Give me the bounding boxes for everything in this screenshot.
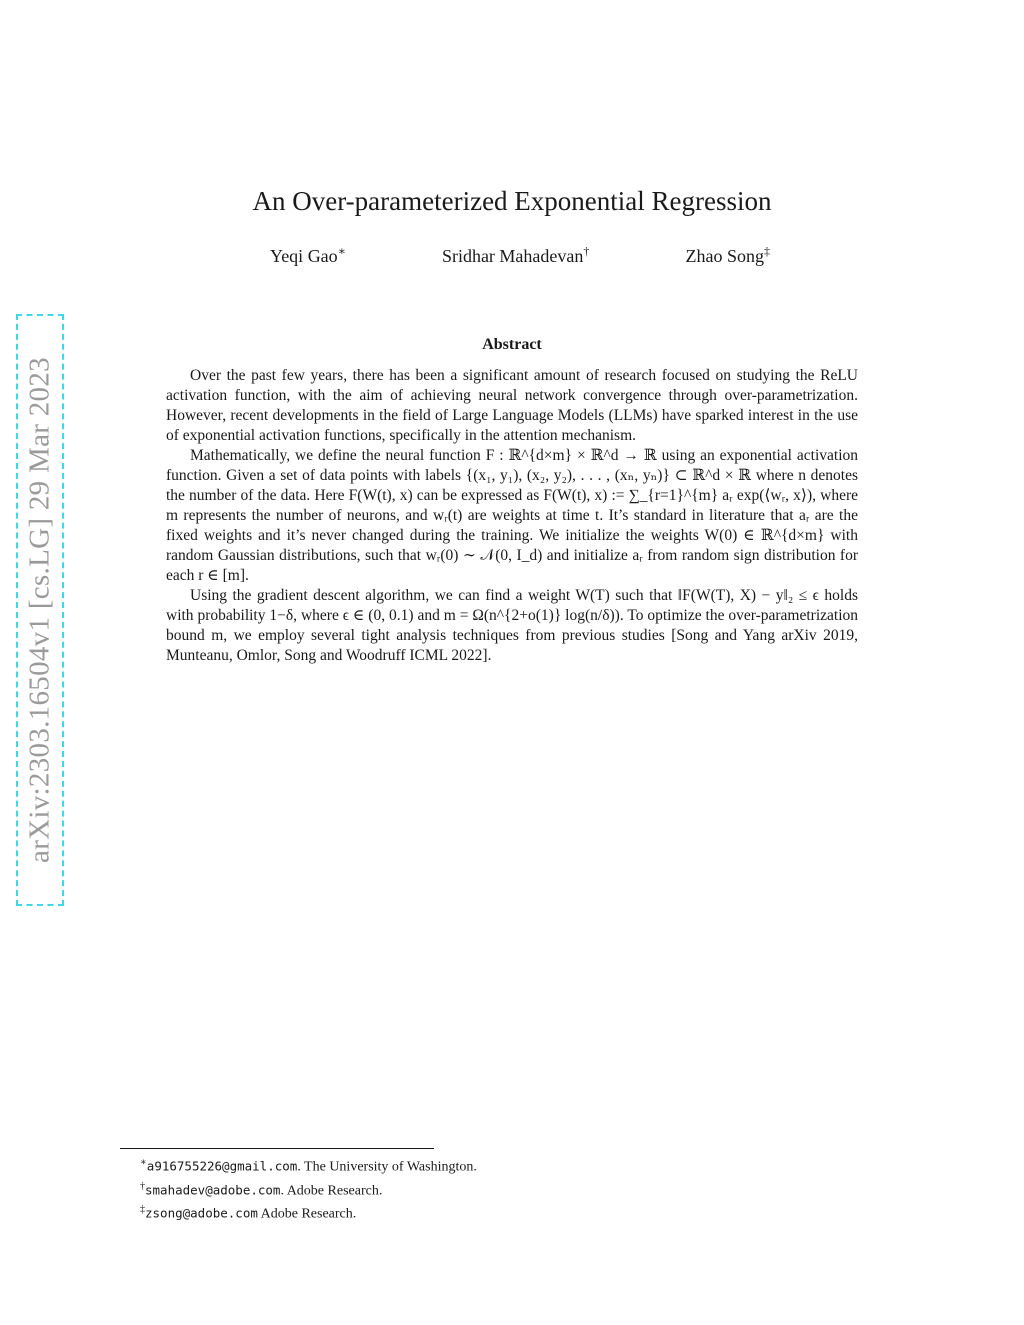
footnote-text: Adobe Research. bbox=[257, 1206, 357, 1222]
abstract-paragraph: Using the gradient descent algorithm, we can find a weight W(T) such that ‖F(W(T), X) − y‖₂ ≤ ϵ holds with probability 1−δ, where ϵ ∈ (0, 0.1) and m = Ω(n^{2+o(1)} log(n/δ)). To optimize the over-parametrization bound m, we employ several tight analysis techniques from previous studies [Song and Yang arXiv 2019, Munteanu, Omlor, Song and Woodruff ICML 2022]. bbox=[166, 587, 858, 664]
author-mark: † bbox=[583, 244, 590, 258]
abstract-paragraph: Mathematically, we define the neural function F : ℝ^{d×m} × ℝ^d → ℝ using an exponential activation function. Given a set of data points with labels {(x₁, y₁), (x₂, y₂), . . . , (xₙ, yₙ)} ⊂ ℝ^d × ℝ where n denotes the number of the data. Here F(W(t), x) can be expressed as F(W(t), x) := ∑_{r=1}^{m} aᵣ exp(⟨wᵣ, x⟩), where m represents the number of neurons, and wᵣ(t) are weights at time t. It’s standard in literature that aᵣ are the fixed weights and it’s never changed during the training. We initialize the weights W(0) ∈ ℝ^{d×m} with random Gaussian distributions, such that wᵣ(0) ∼ 𝒩(0, I_d) and initialize aᵣ from random sign distribution for each r ∈ [m]. bbox=[166, 447, 858, 584]
footnote bbox=[140, 1200, 740, 1224]
footnote bbox=[140, 1153, 740, 1177]
footnote-email: a916755226@gmail.com bbox=[146, 1158, 298, 1174]
author-mark: ‡ bbox=[763, 244, 770, 258]
footnote-mark: † bbox=[140, 1180, 145, 1192]
author-name: Yeqi Gao bbox=[270, 246, 338, 266]
footnote-rule bbox=[120, 1148, 434, 1149]
footnote-text: . The University of Washington. bbox=[297, 1159, 477, 1175]
footnotes bbox=[140, 1153, 740, 1224]
author bbox=[442, 244, 589, 267]
abstract-paragraph: Over the past few years, there has been a significant amount of research focused on studying the ReLU activation function, with the aim of achieving neural network convergence through over-parametrization. However, recent developments in the field of Large Language Models (LLMs) have sparked interest in the use of exponential activation functions, specifically in the attention mechanism. bbox=[166, 367, 858, 444]
abstract-body bbox=[166, 366, 858, 666]
footnote-email: smahadev@adobe.com bbox=[145, 1182, 281, 1198]
paper-title: An Over-parameterized Exponential Regression bbox=[252, 186, 772, 216]
author bbox=[270, 244, 346, 267]
footnote-mark: ‡ bbox=[140, 1204, 145, 1216]
author-name: Sridhar Mahadevan bbox=[441, 246, 584, 266]
footnote-mark: ∗ bbox=[140, 1157, 147, 1168]
footnote bbox=[140, 1177, 740, 1201]
arxiv-stamp bbox=[16, 314, 64, 906]
footnote-email: zsong@adobe.com bbox=[145, 1205, 258, 1221]
abstract-heading: Abstract bbox=[482, 336, 542, 353]
footnote-text: . Adobe Research. bbox=[280, 1183, 383, 1199]
author-list bbox=[270, 244, 770, 267]
arxiv-stamp-text: arXiv:2303.16504v1 [cs.LG] 29 Mar 2023 bbox=[23, 357, 56, 863]
author bbox=[685, 244, 770, 267]
author-mark: ∗ bbox=[337, 244, 346, 258]
author-name: Zhao Song bbox=[685, 246, 764, 266]
